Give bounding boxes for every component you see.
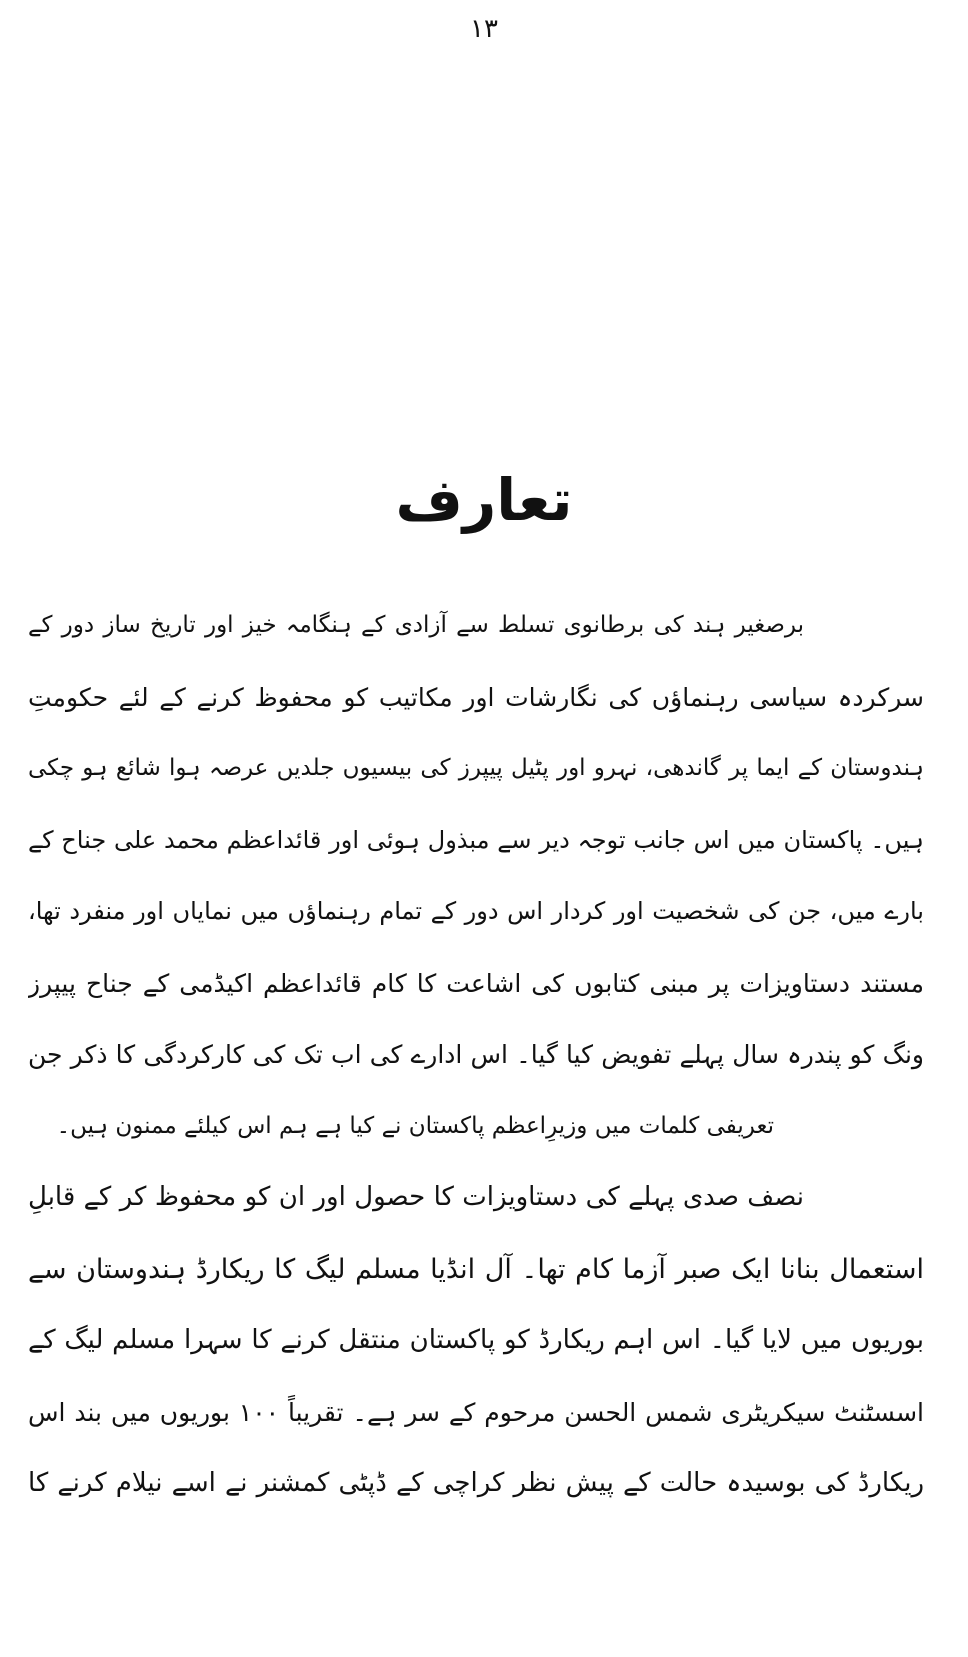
text-line: ہندوستان کے ایما پر گاندھی، نہرو اور پٹیل پیپرز کی بیسیوں جلدیں عرصہ ہوا شائع ہو چکی [28, 755, 924, 781]
text-line: برصغیر ہند کی برطانوی تسلط سے آزادی کے ہنگامہ خیز اور تاریخ ساز دور کے [28, 612, 804, 638]
text-line: نصف صدی پہلے کی دستاویزات کا حصول اور ان کو محفوظ کر کے قابلِ [28, 1182, 804, 1212]
text-line: ونگ کو پندرہ سال پہلے تفویض کیا گیا۔ اس ادارے کی اب تک کی کارکردگی کا ذکر جن [28, 1040, 924, 1069]
text-line: سرکردہ سیاسی رہنماؤں کی نگارشات اور مکاتیب کو محفوظ کرنے کے لئے حکومتِ [28, 682, 924, 712]
text-line: ریکارڈ کی بوسیدہ حالت کے پیش نظر کراچی کے ڈپٹی کمشنر نے اسے نیلام کرنے کا [28, 1468, 924, 1498]
text-line: ہیں۔ پاکستان میں اس جانب توجہ دیر سے مبذول ہوئی اور قائداعظم محمد علی جناح کے [28, 825, 924, 854]
text-line: تعریفی کلمات میں وزیرِاعظم پاکستان نے کیا ہے ہم اس کیلئے ممنون ہیں۔ [56, 1112, 774, 1139]
text-line: بارے میں، جن کی شخصیت اور کردار اس دور کے تمام رہنماؤں میں نمایاں اور منفرد تھا، [28, 897, 924, 925]
text-line: اسسٹنٹ سیکریٹری شمس الحسن مرحوم کے سر ہے۔ تقریباً ١٠٠ بوریوں میں بند اس [28, 1397, 924, 1427]
text-line: مستند دستاویزات پر مبنی کتابوں کی اشاعت کا کام قائداعظم اکیڈمی کے جناح پیپرز [28, 968, 924, 998]
page-number: ١٣ [470, 14, 498, 44]
page-title: تعارف [395, 466, 573, 534]
text-line: بوریوں میں لایا گیا۔ اس اہم ریکارڈ کو پاکستان منتقل کرنے کا سہرا مسلم لیگ کے [28, 1325, 924, 1355]
text-line: استعمال بنانا ایک صبر آزما کام تھا۔ آل انڈیا مسلم لیگ کا ریکارڈ ہندوستان سے [28, 1253, 924, 1285]
body-text [28, 590, 924, 1520]
